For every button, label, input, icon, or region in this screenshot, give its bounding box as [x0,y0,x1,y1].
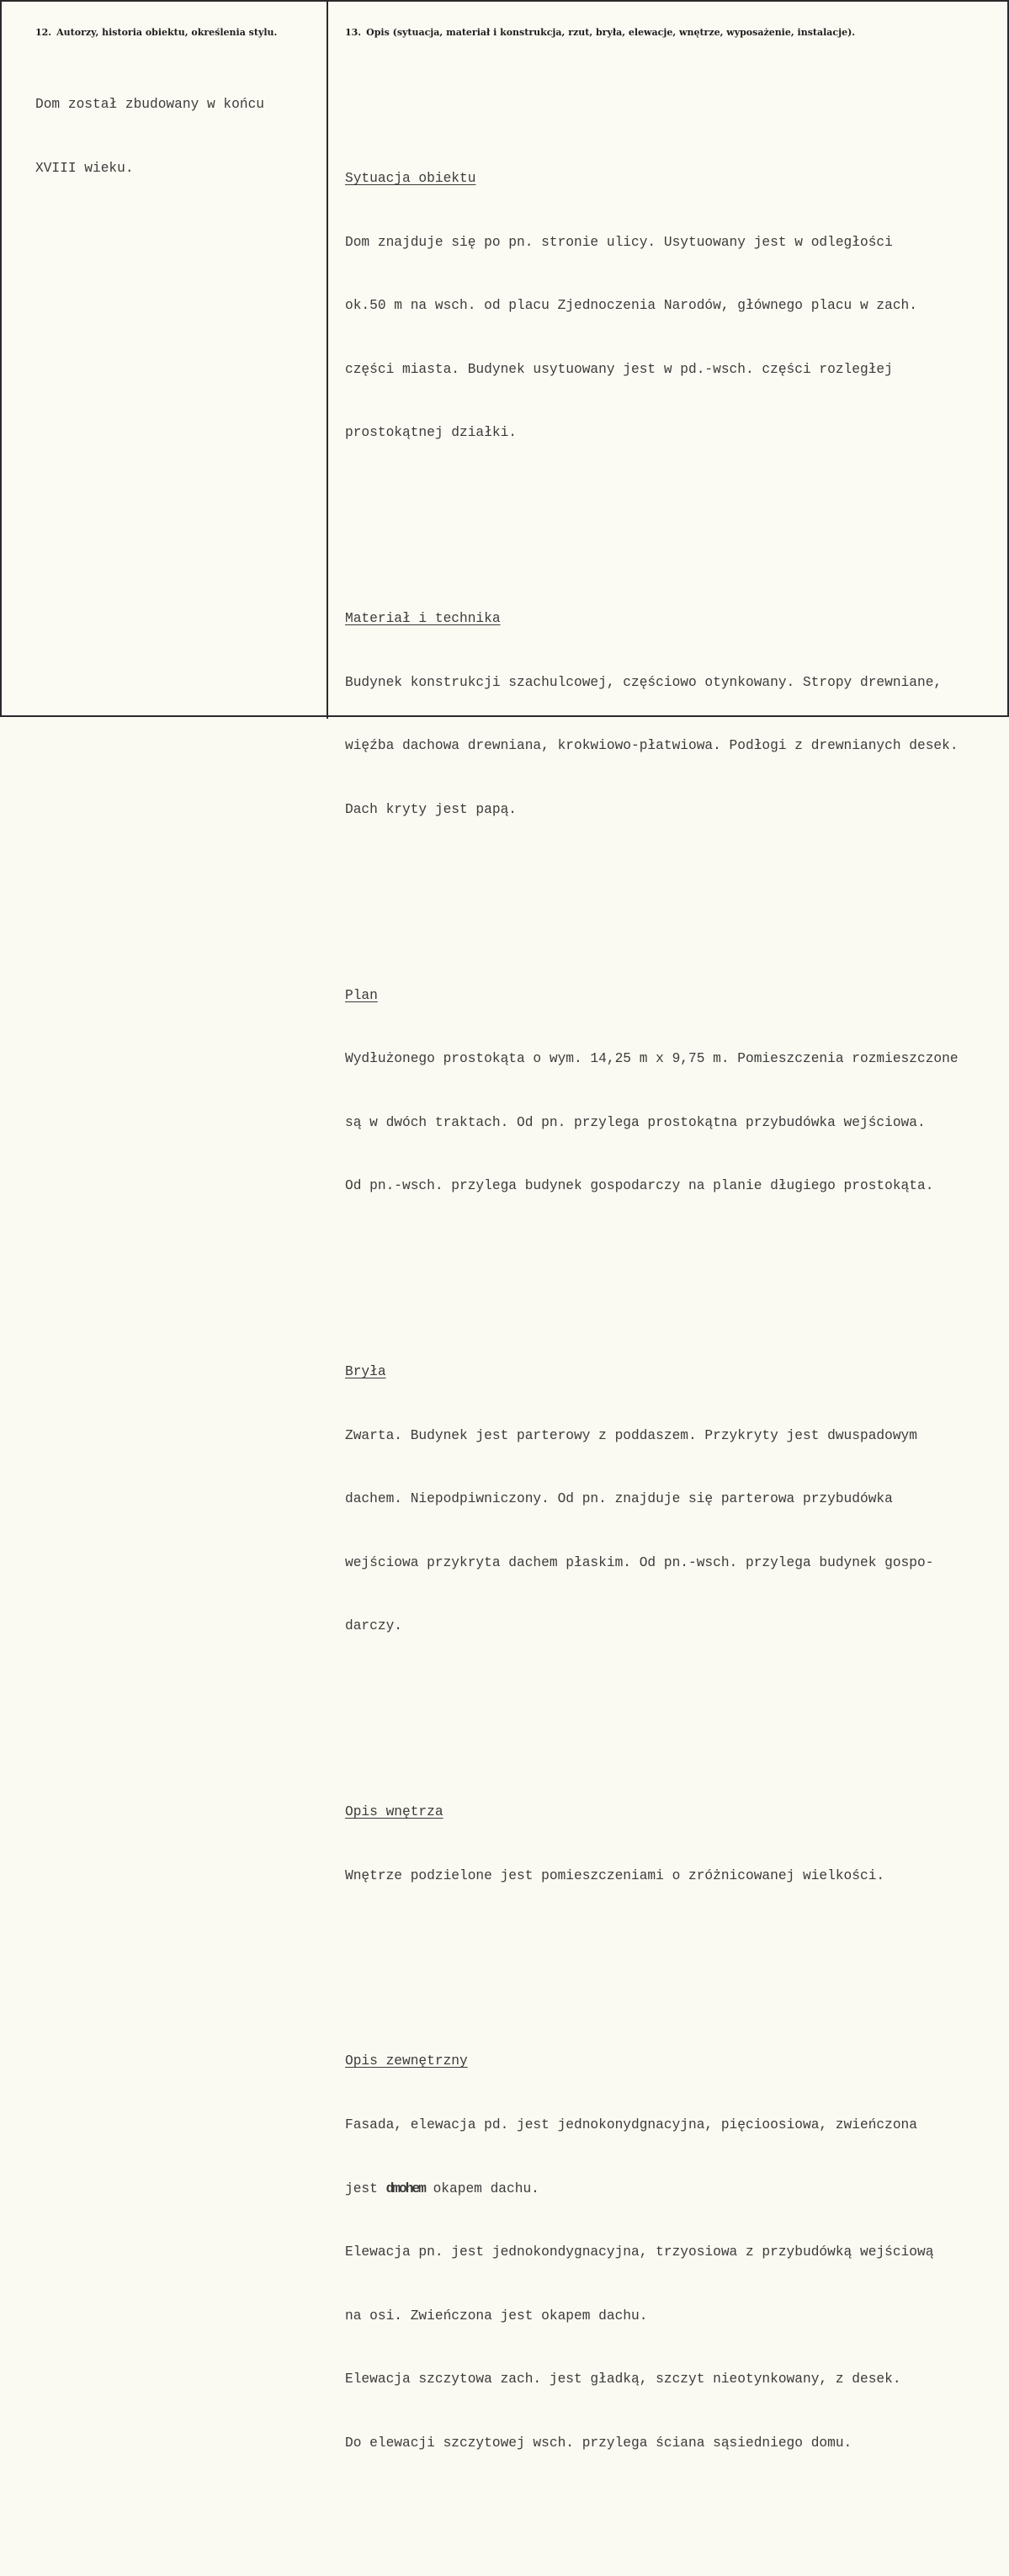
field-label: Autorzy, historia obiektu, określenia stylu. [56,27,278,38]
right-column [345,27,1001,2576]
text-line: części miasta. Budynek usytuowany jest w pd.-wsch. części rozległej [345,361,893,377]
field-label: Opis (sytuacja, materiał i konstrukcja, rzut, bryła, elewacje, wnętrze, wyposażenie, instalacje). [366,27,856,38]
section-title: Bryła [345,1363,386,1379]
text-fragment: okapem dachu. [424,2180,539,2196]
left-column [35,27,313,222]
section-plan [345,943,1001,1240]
section-title: Opis zewnętrzny [345,2053,468,2069]
field-number: 12. [35,27,52,38]
description-body [345,62,1001,2576]
text-line: prostokątnej działki. [345,425,517,441]
text-line: Do elewacji szczytowej wsch. przylega ściana sąsiedniego domu. [345,2435,852,2451]
text-line: Od pn.-wsch. przylega budynek gospodarczy na planie długiego prostokąta. [345,1178,934,1194]
section-title: Opis wnętrza [345,1804,443,1820]
text-line: Dom został zbudowany w końcu [35,97,264,113]
section-interior [345,1760,1001,1930]
text-line [345,2179,1001,2200]
text-line: Elewacja pn. jest jednokondygnacyjna, trzyosiowa z przybudówką wejściową [345,2244,934,2260]
authors-history-text [35,52,313,222]
text-line: dachem. Niepodpiwniczony. Od pn. znajduje się parterowa przybudówka [345,1491,893,1507]
text-line: Budynek konstrukcji szachulcowej, częściowo otynkowany. Stropy drewniane, [345,674,943,690]
field-number: 13. [345,27,362,38]
section-title: Materiał i technika [345,611,501,627]
section-exterior [345,2009,1001,2497]
section-title: Sytuacja obiektu [345,171,476,187]
text-line: darczy. [345,1618,402,1634]
text-line: Wydłużonego prostokąta o wym. 14,25 m x 9,75 m. Pomieszczenia rozmieszczone [345,1051,959,1067]
text-line: Elewacja szczytowa zach. jest gładką, szczyt nieotynkowany, z desek. [345,2372,901,2387]
section-material [345,566,1001,863]
text-line: więźba dachowa drewniana, krokwiowo-płatwiowa. Podłogi z drewnianych desek. [345,738,959,754]
text-line: ok.50 m na wsch. od placu Zjednoczenia Narodów, głównego placu w zach. [345,298,917,314]
text-line: Dom znajduje się po pn. stronie ulicy. Usytuowany jest w odległości [345,234,893,250]
section-situation [345,126,1001,486]
text-line: Dach kryty jest papą. [345,801,517,817]
section-massing [345,1320,1001,1680]
text-line: Zwarta. Budynek jest parterowy z poddaszem. Przykryty jest dwuspadowym [345,1427,917,1443]
text-line: Fasada, elewacja pd. jest jednokonydgnacyjna, pięcioosiowa, zwieńczona [345,2117,917,2133]
text-line: na osi. Zwieńczona jest okapem dachu. [345,2308,648,2324]
text-line: XVIII wieku. [35,161,134,177]
column-divider [327,2,328,719]
text-fragment: jest [345,2180,386,2196]
text-line: wejściowa przykryta dachem płaskim. Od pn.-wsch. przylega budynek gospo- [345,1554,934,1570]
description-header [345,27,1001,45]
text-line: są w dwóch traktach. Od pn. przylega prostokątna przybudówka wejściowa. [345,1114,926,1130]
section-title: Plan [345,987,378,1003]
text-line: Wnętrze podzielone jest pomieszczeniami o zróżnicowanej wielkości. [345,1867,885,1883]
overtyped-word: dmohem [385,2180,425,2196]
authors-history-header [35,27,313,45]
